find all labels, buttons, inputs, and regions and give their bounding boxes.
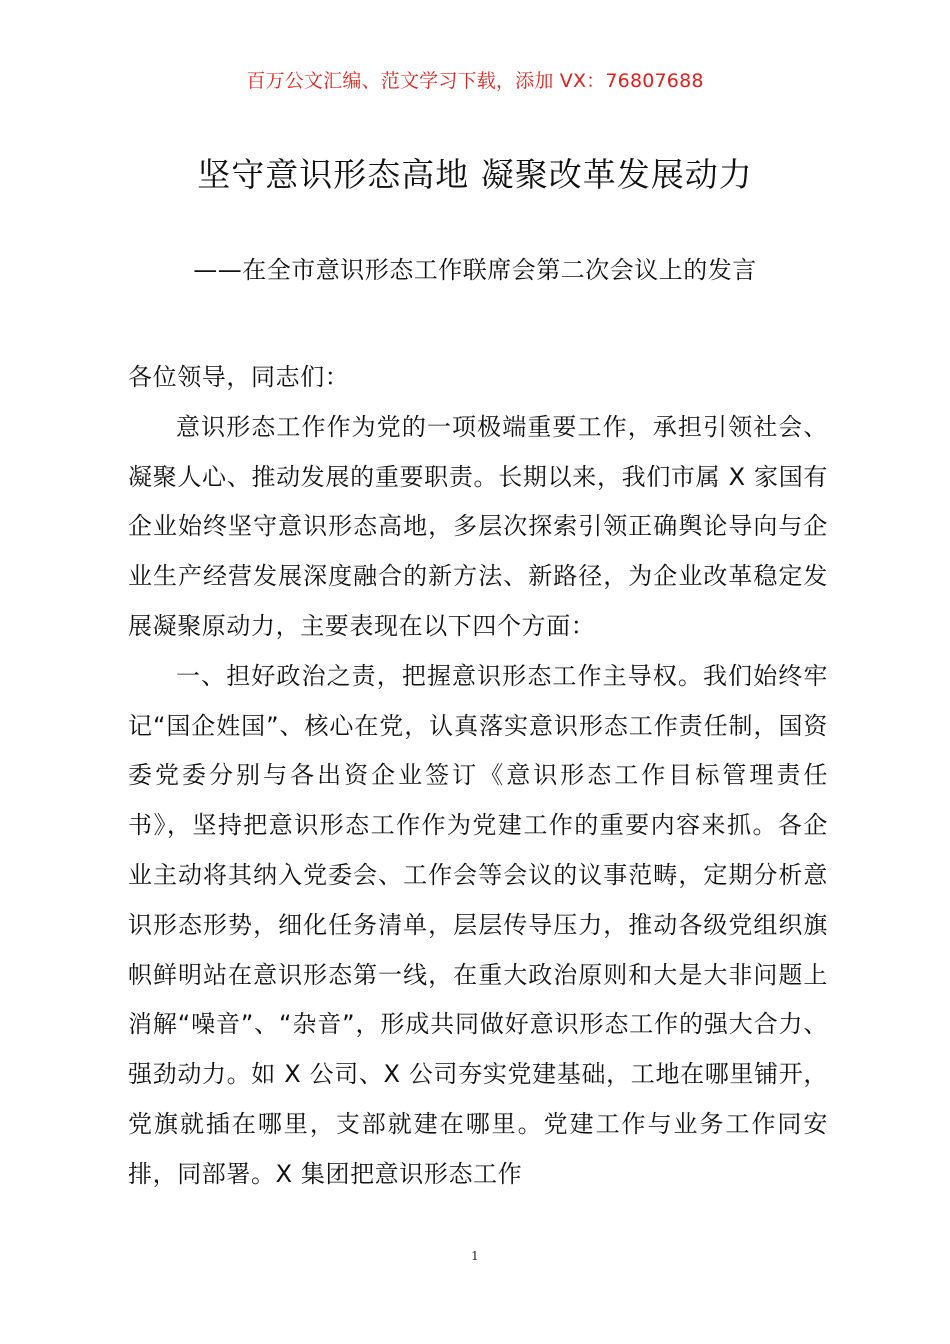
body-paragraph: 一、担好政治之责，把握意识形态工作主导权。我们始终牢记“国企姓国”、核心在党，认真落实意识形态工作责任制，国资委党委分别与各出资企业签订《意识形态工作目标管理责任书》，坚持把意识形态工作作为党建工作的重要内容来抓。各企业主动将其纳入党委会、工作会等会议的议事范畴，定期分析意识形态形势，细化任务清单，层层传导压力，推动各级党组织旗帜鲜明站在意识形态第一线，在重大政治原则和大是大非问题上消解“噪音”、“杂音”，形成共同做好意识形态工作的强大合力、强劲动力。如 X 公司、X 公司夯实党建基础，工地在哪里铺开，党旗就插在哪里，支部就建在哪里。党建工作与业务工作同安排，同部署。X 集团把意识形态工作 [128, 661, 828, 1188]
header-promo-note: 百万公文汇编、范文学习下载，添加 VX：76807688 [246, 70, 704, 92]
document-title: 坚守意识形态高地 凝聚改革发展动力 [197, 155, 753, 194]
document-subtitle: ——在全市意识形态工作联席会第二次会议上的发言 [193, 256, 757, 284]
page-number: 1 [471, 1249, 479, 1263]
body-paragraph: 意识形态工作作为党的一项极端重要工作，承担引领社会、凝聚人心、推动发展的重要职责。长期以来，我们市属 X 家国有企业始终坚守意识形态高地，多层次探索引领正确舆论导向与企业生产经营发展深度融合的新方法、新路径，为企业改革稳定发展凝聚原动力，主要表现在以下四个方面： [128, 412, 828, 640]
document-body [128, 353, 828, 1200]
salutation: 各位领导，同志们： [128, 363, 350, 391]
